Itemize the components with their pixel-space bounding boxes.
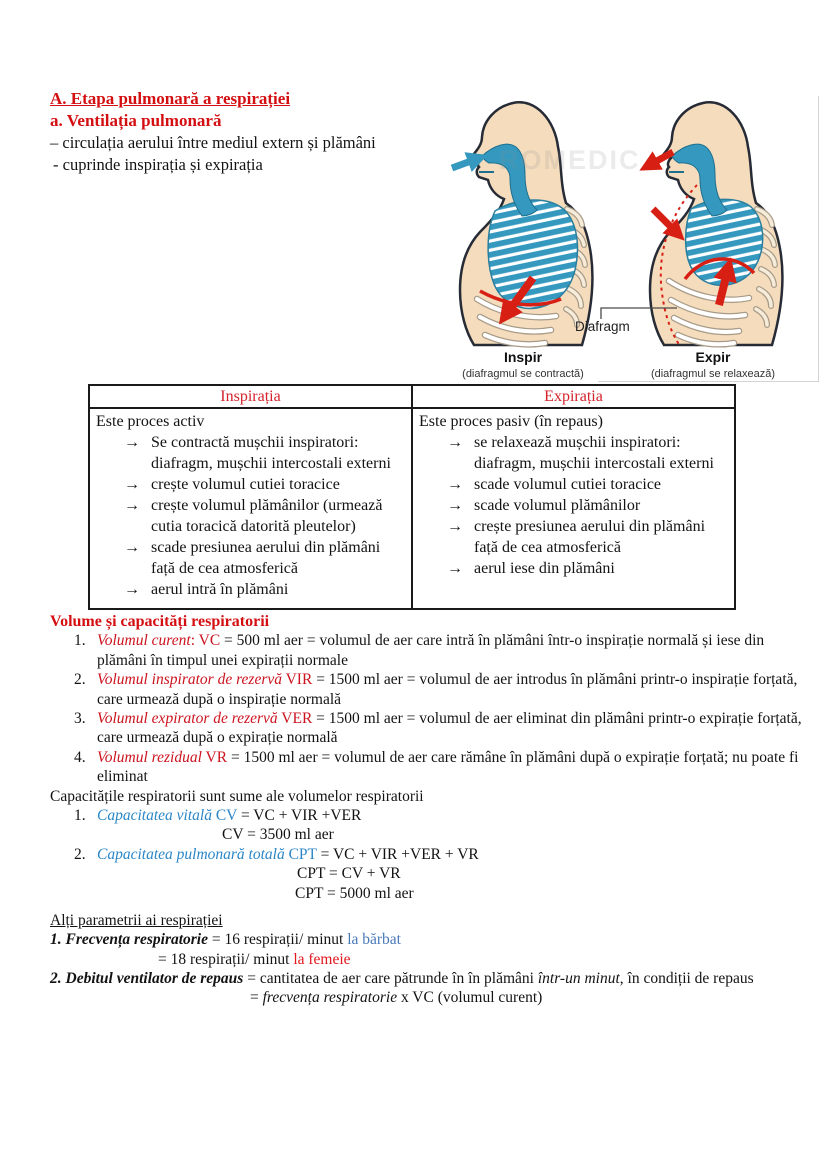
term-capacitatea-pulmonara: Capacitatea pulmonară totală [97, 845, 285, 863]
param-end: , în condiții de repaus [619, 969, 754, 987]
formula-cv-total: CV = 3500 ml aer [222, 826, 334, 844]
item-text: = 500 ml aer = volumul de aer care intră în plămâni într-o inspirație normală și iese din plămâni în timpul unei expirații normale [97, 632, 765, 669]
diagram-bottom-border [598, 381, 819, 382]
term-capacitatea-vitala: Capacitatea vitală [97, 807, 212, 825]
inspiration-item-text: crește volumul cutiei toracice [151, 476, 340, 493]
arrow-icon: → [124, 476, 140, 493]
expiration-item-text: scade volumul cutiei toracice [474, 476, 662, 493]
table-row [419, 474, 728, 495]
inspiration-item-text: aerul intră în plămâni [151, 581, 289, 598]
table-row [96, 579, 405, 600]
arrow-icon: → [447, 476, 463, 493]
inspiration-cell [89, 408, 412, 609]
abbr-vir: VIR [285, 671, 313, 689]
arrow-icon: → [447, 518, 463, 535]
expiration-item-text: crește presiunea aerului din plămâni față de cea atmosferică [474, 518, 706, 556]
inspire-figure [452, 102, 592, 345]
volumes-section [50, 612, 808, 903]
respiration-diagram [437, 93, 822, 382]
inspire-title: Inspir [503, 349, 543, 365]
list-item [50, 709, 808, 748]
param-formula [250, 988, 812, 1007]
arrow-icon: → [447, 560, 463, 577]
expire-caption: (diafragmul se relaxează) [650, 368, 776, 380]
diaphragm-label: Diafragm [575, 319, 630, 334]
item-number: 4. [74, 748, 86, 766]
table-body-row [89, 408, 735, 609]
formula-end: x VC (volumul curent) [397, 989, 543, 1007]
item-number: 2. [74, 671, 86, 689]
header-line-cuprinde: - cuprinde inspirația și expirația [53, 155, 263, 174]
abbr-cpt: CPT [288, 845, 317, 863]
param-female: la femeie [293, 950, 351, 968]
heading-etapa-pulmonara: A. Etapa pulmonară a respirației [50, 89, 291, 108]
param-label: 2. Debitul ventilator de repaus [50, 969, 244, 987]
arrow-icon: → [124, 497, 140, 514]
item-number: 1. [74, 807, 86, 825]
item-text: = 1500 ml aer = volumul de aer care rămâne în plămâni după o expirație forțată; nu poate fi eliminat [97, 748, 799, 786]
table-row [419, 432, 728, 474]
table-row [96, 432, 405, 474]
term-separator: : [190, 632, 199, 650]
inspiration-item-text: Se contractă mușchii inspiratori: diafragm, mușchii intercostali externi [151, 434, 391, 472]
expire-title: Expir [695, 349, 731, 365]
formula-cpt-total: CPT = 5000 ml aer [295, 884, 414, 902]
expire-figure [650, 102, 782, 346]
list-item [50, 845, 808, 864]
volumes-heading: Volume și capacități respiratorii [50, 613, 270, 630]
param-respiratory-rate [50, 930, 812, 949]
diagram-svg [437, 93, 822, 382]
arrow-icon: → [124, 539, 140, 556]
expiration-item-text: se relaxează mușchii inspiratori: diafragm, mușchii intercostali externi [474, 434, 714, 472]
list-item [50, 631, 808, 670]
list-item [50, 748, 808, 787]
table-row [96, 474, 405, 495]
abbr-cv: CV [215, 807, 238, 825]
abbr-vc: VC [198, 632, 221, 650]
expiration-intro: Este proces pasiv (în repaus) [419, 413, 603, 430]
param-label: 1. Frecvența respiratorie [50, 931, 208, 949]
param-italic: într-un minut [537, 969, 620, 987]
table-header-inspiratia: Inspirația [89, 385, 412, 408]
table-row [419, 558, 728, 579]
expiration-item-text: scade volumul plămânilor [474, 497, 641, 514]
header-line-circulatia: – circulația aerului între mediul extern și plămâni [50, 133, 376, 152]
item-number: 1. [74, 632, 86, 650]
term-volumul-curent: Volumul curent [97, 632, 191, 650]
formula-italic: frecvența respiratorie [262, 989, 398, 1007]
inspiration-item-text: scade presiunea aerului din plămâni față de cea atmosferică [151, 539, 381, 577]
arrow-icon: → [447, 497, 463, 514]
arrow-icon: → [124, 581, 140, 598]
watermark-text: ROMEDIC [499, 145, 641, 175]
list-item [50, 806, 808, 825]
inspire-lung [488, 200, 577, 308]
param-value: = 16 respirații/ minut [208, 931, 348, 949]
arrow-icon: → [124, 434, 140, 451]
section-header [50, 88, 376, 176]
item-text: = VC + VIR +VER + VR [316, 845, 479, 863]
item-number: 2. [74, 845, 86, 863]
abbr-ver: VER [281, 710, 313, 728]
term-ver: Volumul expirator de rezervă [97, 710, 278, 728]
term-vr: Volumul rezidual [97, 748, 202, 766]
param-respiratory-rate-female [158, 950, 812, 969]
item-text: = VC + VIR +VER [237, 807, 362, 825]
table-header-row [89, 385, 735, 408]
inspire-air-in-arrow [452, 161, 471, 168]
params-heading: Alți parametrii ai respirației [50, 912, 223, 929]
param-value: = cantitatea de aer care pătrunde în în plămâni [243, 969, 538, 987]
inspiration-intro: Este proces activ [96, 413, 205, 430]
table-header-expiratia: Expirația [412, 385, 735, 408]
formula-eq: = [250, 989, 263, 1007]
abbr-vr: VR [205, 748, 228, 766]
inspiration-item-text: crește volumul plămânilor (urmează cutia toracică datorită pleutelor) [151, 497, 383, 535]
table-row [96, 537, 405, 579]
list-item [50, 670, 808, 709]
formula-cpt-cv-vr: CPT = CV + VR [297, 865, 401, 883]
arrow-icon: → [447, 434, 463, 451]
expiration-cell [412, 408, 735, 609]
inspiration-expiration-table [88, 384, 736, 610]
diagram-right-border [818, 96, 819, 382]
expiration-item-text: aerul iese din plămâni [474, 560, 615, 577]
param-value: = 18 respirații/ minut [158, 950, 294, 968]
other-parameters-section [50, 911, 812, 1007]
expire-chest-in-arrow [653, 209, 672, 228]
item-text: = 1500 ml aer = volumul de aer eliminat din plămâni printr-o expirație forțată, care urmează după o expirație normală [97, 710, 802, 747]
param-ventilation-rate [50, 969, 812, 988]
item-text: = 1500 ml aer = volumul de aer introdus în plămâni printr-o inspirație forțată, care urmează după o inspirație normală [97, 671, 798, 708]
table-row [419, 516, 728, 558]
table-row [96, 495, 405, 537]
table-row [419, 495, 728, 516]
capacities-intro: Capacitățile respiratorii sunt sume ale volumelor respiratorii [50, 787, 424, 805]
term-vir: Volumul inspirator de rezervă [97, 671, 282, 689]
inspire-caption: (diafragmul se contractă) [462, 368, 584, 380]
param-male: la bărbat [347, 931, 401, 949]
item-number: 3. [74, 710, 86, 728]
heading-ventilatia-pulmonara: a. Ventilația pulmonară [50, 111, 222, 130]
